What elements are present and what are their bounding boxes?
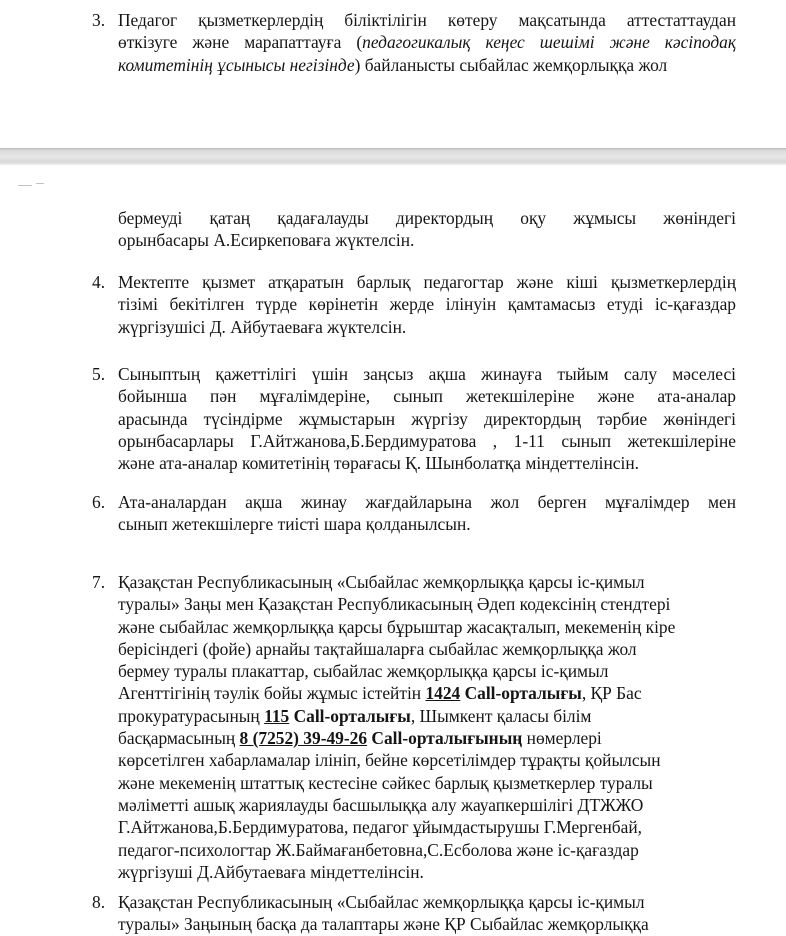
item-line [118, 705, 736, 727]
item-line: Педагог қызметкерлердің біліктілігін көтеру мақсатында аттестаттаудан [118, 10, 736, 30]
item-line: бермеу туралы плакаттар, сыбайлас жемқорлыққа қарсы іс-қимыл [118, 661, 609, 682]
page-2 [0, 165, 786, 936]
item-line: көрсетілген хабарламалар ілініп, бейне көрсетілімдер тұрақты қойылсын [118, 750, 661, 771]
item-line: сынып жетекшілерге тиісті шара қолданылсын. [118, 514, 471, 535]
item-line: Г.Айтжанова,Б.Бердимуратова, педагог ұйымдастырушы Г.Мергенбай, [118, 817, 643, 838]
item-line: берісіндегі (фойе) арнайы тақтайшаларға сыбайлас жемқорлыққа жол [118, 638, 637, 659]
hotline-label: Call-орталығы [289, 705, 411, 726]
hotline-label: Call-орталығы [460, 683, 582, 704]
item-italic-text: комитетінің ұсынысы негізінде [118, 54, 355, 75]
item-line: және мекеменің штаттық кестесіне сәйкес барлық қызметкерлер туралы [118, 772, 653, 793]
item-line [118, 31, 736, 53]
item-number: 5. [92, 364, 106, 384]
item-number: 3. [92, 10, 106, 30]
order-item-3 [92, 9, 736, 76]
item-line: Қазақстан Республикасының «Сыбайлас жемқорлыққа қарсы іс-қимыл [118, 572, 645, 592]
item-line [118, 682, 736, 704]
item-text: өткізуге және марапаттауға ( [118, 32, 363, 53]
item-line: және сыбайлас жемқорлыққа қарсы бұрыштар жасақталып, мекеменің кіре [118, 616, 676, 637]
item-line: орынбасарлары Г.Айтжанова,Б.Бердимуратова , 1-11 сынып жетекшілеріне [118, 430, 736, 451]
order-item-6 [92, 491, 736, 536]
item-line: Сыныптың қажеттілігі үшін заңсыз ақша жинауға тыйым салу мәселесі [118, 364, 736, 384]
item-number: 6. [92, 492, 106, 512]
page-separator [0, 148, 786, 165]
item-line: жүргізуші Д.Айбутаеваға міндеттелінсін. [118, 861, 424, 882]
order-item-3-continued [118, 207, 736, 252]
scan-artifact [36, 183, 44, 184]
hotline-number: 1424 [425, 683, 461, 704]
item-line: педагог-психологтар Ж.Баймағанбетовна,С.Есболова және іс-қағаздар [118, 839, 639, 860]
hotline-number: 115 [264, 705, 290, 726]
item-line: орынбасары А.Есиркеповаға жүктелсін. [118, 230, 415, 251]
item-text: , ҚР Бас [581, 683, 642, 704]
item-line: Қазақстан Республикасының «Сыбайлас жемқорлыққа қарсы іс-қимыл [118, 892, 645, 912]
item-line: және ата-аналар комитетінің төрағасы Қ. Шынболатқа міндеттелінсін. [118, 453, 639, 474]
scan-artifact [18, 185, 32, 186]
order-item-7 [92, 571, 736, 883]
item-text: прокуратурасының [118, 705, 265, 726]
item-text: басқармасының [118, 728, 240, 749]
item-number: 4. [92, 272, 106, 292]
hotline-number: 8 (7252) 39-49-26 [239, 728, 368, 749]
item-number: 7. [92, 572, 106, 592]
order-item-4 [92, 271, 736, 338]
item-line: туралы» Заңы мен Қазақстан Республикасының Әдеп кодексінің стендтері [118, 594, 671, 615]
item-line: бойынша пән мұғалімдеріне, сынып жетекшілеріне және ата-аналар [118, 386, 736, 407]
item-text: , Шымкент қаласы білім [410, 705, 592, 726]
item-line: бермеуді қатаң қадағалауды директордың оқу жұмысы жөніндегі [118, 208, 736, 228]
item-line: арасында түсіндірме жұмыстарын жүргізу директордың тәрбие жөніндегі [118, 408, 736, 429]
item-italic-text: педагогикалық кеңес шешімі және кәсіподақ [362, 32, 736, 53]
item-text: ) байланысты сыбайлас жемқорлыққа жол [354, 54, 668, 75]
hotline-label: Call-орталығының [367, 728, 523, 749]
item-line: мәліметті ашық жариялауды басшылыққа алу жауапкершілігі ДТЖЖО [118, 794, 644, 815]
item-line [118, 727, 736, 749]
item-line: Мектепте қызмет атқаратын барлық педагогтар және кіші қызметкерлердің [118, 272, 736, 292]
item-text: Агенттігінің тәулік бойы жұмыс істейтін [118, 683, 426, 704]
item-line [118, 54, 736, 76]
item-line: туралы» Заңының басқа да талаптары және ҚР Сыбайлас жемқорлыққа [118, 914, 649, 935]
order-item-8 [92, 891, 736, 936]
item-line: жүргізушісі Д. Айбутаеваға жүктелсін. [118, 316, 407, 337]
item-text: нөмерлері [522, 728, 602, 749]
item-line: Ата-аналардан ақша жинау жағдайларына жол берген мұғалімдер мен [118, 492, 736, 512]
item-line: тізімі бекітілген түрде көрінетін жерде ілінуін қамтамасыз етуді іс-қағаздар [118, 294, 736, 315]
item-number: 8. [92, 892, 106, 912]
order-item-5 [92, 363, 736, 474]
page-1 [0, 0, 786, 148]
